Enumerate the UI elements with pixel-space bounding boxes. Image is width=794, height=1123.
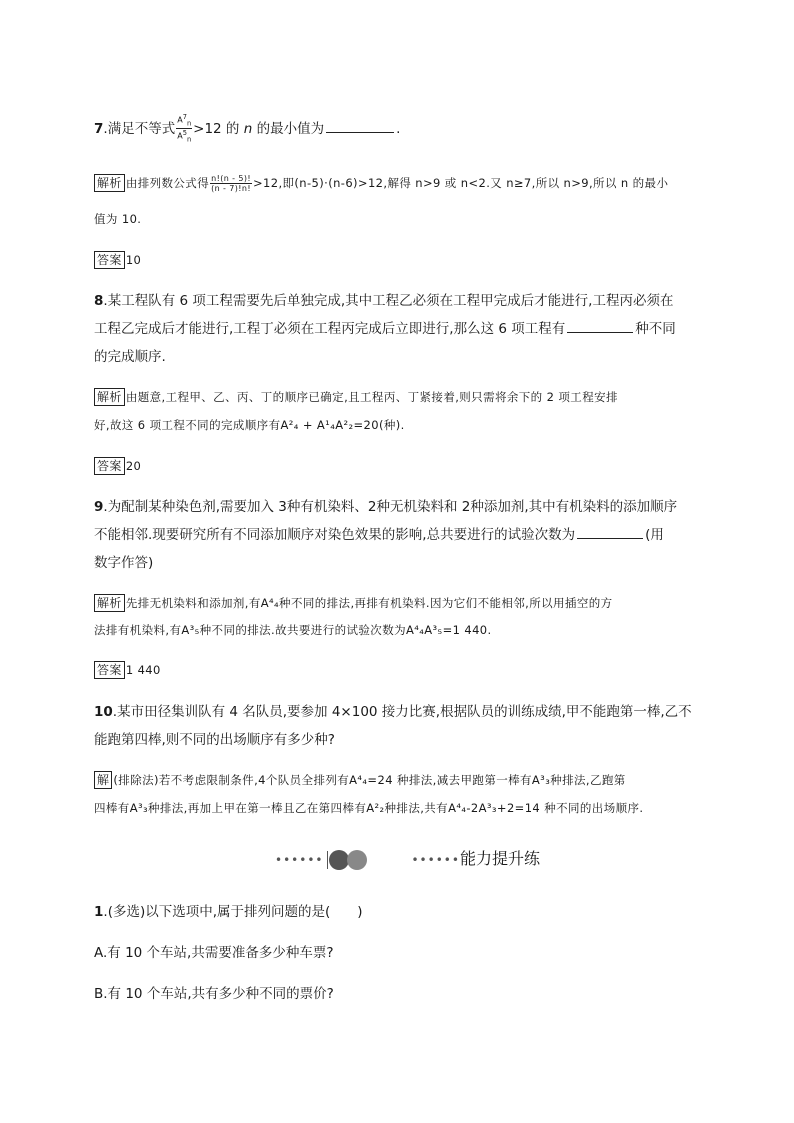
banner-dots-right: ••••••	[411, 853, 460, 867]
question-number: 9	[94, 499, 104, 515]
question-10-line2: 能跑第四棒,则不同的出场顺序有多少种?	[94, 732, 335, 748]
answer-8	[94, 457, 141, 475]
question-8-line3: 的完成顺序.	[94, 349, 166, 365]
question-10: 10.某市田径集训队有 4 名队员,要参加 4×100 接力比赛,根据队员的训练成绩,甲不能跑第一棒,乙不	[94, 704, 692, 720]
explanation-7: 解析 由排列数公式得 $\frac{n!(n - 5)!}{(n - 7)!n!}$ >12,即(n-5)·(n-6)>12,解得 n>9 或 n<2.又 n≥7,所以 n>9,所以 n 的最小	[94, 174, 668, 193]
solution-10-line2: 四棒有A³₃种排法,再加上甲在第一棒且乙在第四棒有A²₂种排法,共有A⁴₄-2A³₃+2=14 种不同的出场顺序.	[94, 801, 644, 815]
option-b[interactable]: B.有 10 个车站,共有多少种不同的票价?	[94, 986, 334, 1002]
section-title: 能力提升练	[459, 849, 540, 868]
answer-blank[interactable]	[326, 120, 394, 133]
question-7: 7.满足不等式 $\frac{A^7_n}{A^5_n}$ >12 的 n 的最小值为 .	[94, 113, 401, 144]
section-banner	[275, 848, 540, 871]
question-number: 1	[94, 904, 104, 920]
banner-dots-left: ••••••	[275, 853, 324, 867]
answer-blank[interactable]	[577, 526, 643, 539]
answer-blank[interactable]	[567, 320, 633, 333]
problem-1: 1.(多选)以下选项中,属于排列问题的是( )	[94, 904, 363, 920]
explanation-8: 解析 由题意,工程甲、乙、丙、丁的顺序已确定,且工程丙、丁紧接着,则只需将余下的 2 项工程安排	[94, 388, 618, 406]
question-number: 8	[94, 293, 104, 309]
answer-tag: 答案	[94, 661, 125, 679]
fraction: $\frac{A^7_n}{A^5_n}$	[177, 113, 192, 144]
explanation-tag: 解析	[94, 388, 125, 406]
question-text: .满足不等式	[103, 120, 176, 137]
explanation-9-line2: 法排有机染料,有A³₅种不同的排法.故共要进行的试验次数为A⁴₄A³₅=1 440.	[94, 623, 492, 637]
answer-value: 10	[125, 253, 142, 267]
answer-tag: 答案	[94, 457, 125, 475]
question-number: 10	[94, 704, 113, 720]
solution-tag: 解	[94, 771, 112, 789]
question-8-line2: 工程乙完成后才能进行,工程丁必须在工程丙完成后立即进行,那么这 6 项工程有 种不同	[94, 321, 676, 337]
explanation-8-line2: 好,故这 6 项工程不同的完成顺序有A²₄ + A¹₄A²₂=20(种).	[94, 418, 405, 432]
question-9: 9.为配制某种染色剂,需要加入 3种有机染料、2种无机染料和 2种添加剂,其中有机染料的添加顺序	[94, 499, 678, 515]
answer-value: 20	[125, 459, 142, 473]
solution-10: 解 (排除法)若不考虑限制条件,4个队员全排列有A⁴₄=24 种排法,减去甲跑第一棒有A³₃种排法,乙跑第	[94, 771, 626, 789]
explanation-tag: 解析	[94, 594, 125, 612]
explanation-7-line2: 值为 10.	[94, 212, 142, 226]
circles-icon	[327, 849, 373, 871]
question-9-line3: 数字作答)	[94, 555, 154, 571]
answer-tag: 答案	[94, 251, 125, 269]
explanation-tag: 解析	[94, 174, 125, 192]
question-8: 8.某工程队有 6 项工程需要先后单独完成,其中工程乙必须在工程甲完成后才能进行,工程丙必须在	[94, 293, 674, 309]
explanation-9: 解析 先排无机染料和添加剂,有A⁴₄种不同的排法,再排有机染料.因为它们不能相邻,所以用插空的方	[94, 594, 613, 612]
question-number: 7	[94, 120, 104, 137]
answer-9	[94, 661, 161, 679]
question-9-line2: 不能相邻.现要研究所有不同添加顺序对染色效果的影响,总共要进行的试验次数为 (用	[94, 527, 664, 543]
option-a[interactable]: A.有 10 个车站,共需要准备多少种车票?	[94, 945, 334, 961]
fraction: $\frac{n!(n - 5)!}{(n - 7)!n!}$	[211, 174, 251, 193]
answer-7	[94, 251, 141, 269]
answer-value: 1 440	[125, 663, 161, 677]
